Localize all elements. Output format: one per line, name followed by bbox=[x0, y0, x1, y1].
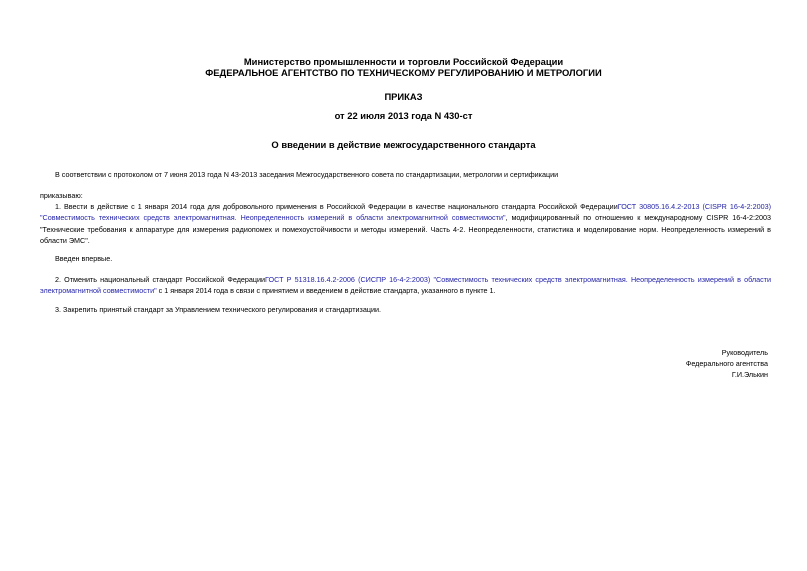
standard-link-gost-r-51318[interactable]: ГОСТ Р 51318.16.4.2-2006 (СИСПР 16-4-2:2003) "Совместимость технических средств электромагнитная. Неопределенность измерений в области bbox=[265, 275, 771, 284]
item-2-rest-text: с 1 января 2014 года в связи с принятием и введением в действие стандарта, указанного в пункте 1. bbox=[156, 286, 496, 296]
item-2-line-1 bbox=[40, 274, 771, 285]
item-1-line-2 bbox=[40, 212, 771, 223]
item-1-line-3: "Технические требования к аппаратуре для измерения радиопомех и помехоустойчивости и методы измерений. Часть 4-2. Неопределенности, статистика и моделирование норм. Неопределенность измерений в bbox=[40, 224, 771, 234]
document-subject: О введении в действие межгосударственного стандарта bbox=[271, 139, 536, 150]
item-1-text: 1. Ввести в действие с 1 января 2014 года для добровольного применения в Российской Федерации в качестве национального стандарта Российской Федерации bbox=[55, 202, 618, 211]
signature-title-1: Руководитель bbox=[721, 348, 768, 357]
agency-heading: ФЕДЕРАЛЬНОЕ АГЕНТСТВО ПО ТЕХНИЧЕСКОМУ РЕГУЛИРОВАНИЮ И МЕТРОЛОГИИ bbox=[205, 67, 602, 78]
order-word: приказываю: bbox=[40, 191, 83, 200]
signature-title-2: Федерального агентства bbox=[685, 359, 768, 368]
item-1-line-4: области ЭМС". bbox=[40, 235, 90, 245]
item-2-text: 2. Отменить национальный стандарт Российской Федерации bbox=[55, 275, 266, 284]
standard-link-gost-r-51318-cont[interactable]: электромагнитной совместимости" bbox=[40, 286, 157, 296]
document-date-number: от 22 июля 2013 года N 430-ст bbox=[334, 110, 473, 121]
item-3-paragraph: 3. Закрепить принятый стандарт за Управлением технического регулирования и стандартизации. bbox=[55, 305, 381, 314]
standard-link-gost-30805[interactable]: ГОСТ 30805.16.4.2-2013 (CISPR 16-4-2:2003) bbox=[617, 202, 771, 211]
item-1-paragraph bbox=[40, 201, 771, 246]
signature-name: Г.И.Элькин bbox=[731, 370, 768, 379]
item-2-line-2 bbox=[40, 285, 771, 296]
preamble-paragraph: В соответствии с протоколом от 7 июня 2013 года N 43-2013 заседания Межгосударственного совета по стандартизации, метрологии и сертификации bbox=[55, 170, 559, 179]
document-type: ПРИКАЗ bbox=[384, 91, 423, 102]
introduced-note: Введен впервые. bbox=[55, 254, 113, 263]
item-1-line-1 bbox=[40, 201, 771, 212]
item-1-modified-text: , модифицированный по отношению к международному CISPR 16-4-2:2003 bbox=[505, 213, 771, 223]
ministry-heading: Министерство промышленности и торговли Российской Федерации bbox=[243, 56, 564, 67]
item-2-paragraph bbox=[40, 274, 771, 297]
standard-title-link[interactable]: "Совместимость технических средств электромагнитная. Неопределенность измерений в области электромагнитной совместимости" bbox=[40, 213, 506, 223]
